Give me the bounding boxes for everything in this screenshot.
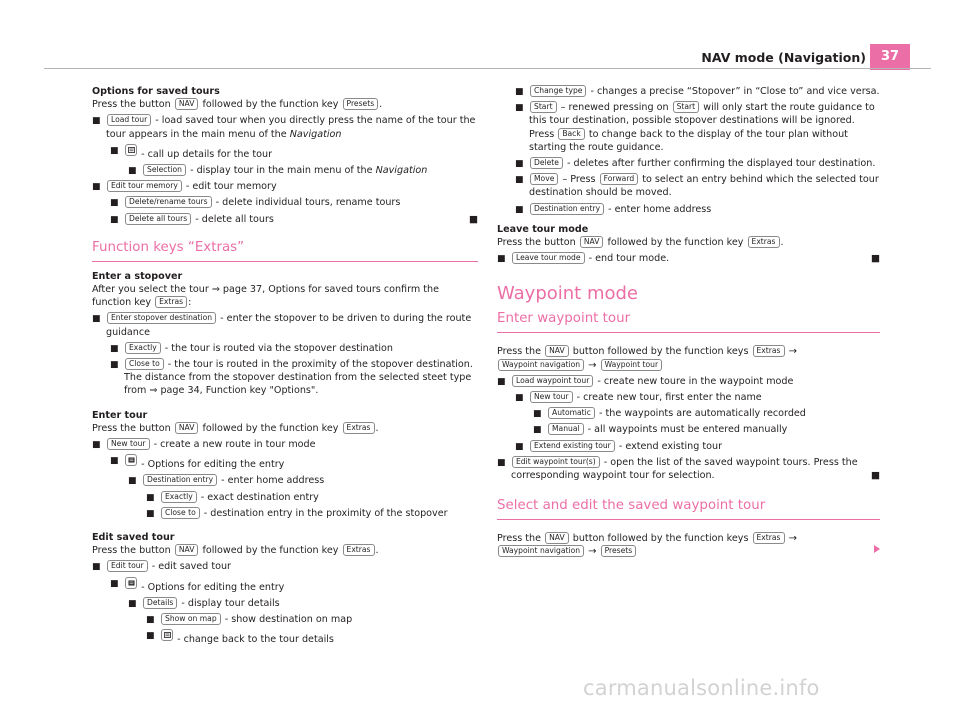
exactly-key: Exactly (125, 342, 161, 354)
details-key: Details (143, 597, 177, 609)
load-tour-key: Load tour (107, 114, 151, 126)
destination-entry-key: Destination entry (143, 474, 217, 486)
selection-key: Selection (143, 164, 186, 176)
list-item: ■ - change back to the tour details (146, 631, 334, 646)
waypoint-intro: Press the NAV button followed by the function keys Extras → Waypoint navigation → Waypoint tour (497, 346, 797, 371)
right-column (497, 85, 880, 559)
extras-key: Extras (343, 544, 375, 556)
enter-stopover-destination-key: Enter stopover destination (107, 312, 216, 324)
list-item: ■ Show on map - show destination on map (146, 614, 353, 626)
continue-arrow-icon (874, 543, 880, 556)
list-item: ■ Manual - all waypoints must be entered manually (533, 424, 788, 436)
list-item: ■ Start – renewed pressing on Start will only start the route guidance to this tour destination, possible stopover destinations will be ignored. Press Back to change back to the display of the tour plan without starting the route guidance. (515, 102, 875, 153)
destination-entry-key: Destination entry (530, 203, 604, 215)
show-on-map-key: Show on map (161, 613, 221, 625)
header-divider (44, 68, 931, 69)
waypoint-mode-heading: Waypoint mode (497, 283, 639, 305)
manual-key: Manual (548, 423, 584, 435)
options-intro: Press the button NAV followed by the function key Presets . (92, 99, 383, 111)
exactly-key: Exactly (161, 491, 197, 503)
arrow-right-icon: → (588, 546, 597, 558)
list-item: ■ Edit waypoint tour(s) - open the list of the saved waypoint tours. Press the corresponding waypoint tour for selection. ■ (497, 456, 880, 482)
list-item: ■ Destination entry - enter home address (515, 203, 712, 215)
start-key: Start (530, 101, 557, 113)
list-item: ■ Load waypoint tour - create new toure in the waypoint mode (497, 375, 794, 387)
list-item: ■ Edit tour memory - edit tour memory (92, 181, 277, 193)
list-item: ■ Exactly - exact destination entry (146, 491, 319, 503)
select-edit-waypoint-heading: Select and edit the saved waypoint tour (497, 498, 880, 520)
delete-all-tours-key: Delete all tours (125, 213, 191, 225)
automatic-key: Automatic (548, 407, 595, 419)
list-item: ■ Enter stopover destination - enter the stopover to be driven to during the route guidance (92, 313, 472, 338)
extend-existing-tour-key: Extend existing tour (530, 440, 615, 452)
nav-key: NAV (175, 98, 199, 110)
list-item: ■ Details - display tour details (128, 597, 280, 609)
edit-tour-key: Edit tour (107, 560, 148, 572)
leave-tour-mode-key: Leave tour mode (512, 252, 585, 264)
section-end-marker: ■ (870, 253, 880, 265)
edit-saved-tour-heading: Edit saved tour (92, 532, 175, 544)
list-item: ■ New tour - create new tour, first enter the name (515, 392, 762, 404)
nav-key: NAV (545, 345, 569, 357)
list-item: ■ Destination entry - enter home address (128, 475, 325, 487)
nav-key: NAV (175, 544, 199, 556)
extras-key: Extras (748, 236, 780, 248)
close-to-key: Close to (161, 507, 200, 519)
stopover-intro: After you select the tour ⇒ page 37, Options for saved tours confirm the function key Extras : (92, 284, 440, 309)
list-item: ■ Close to - destination entry in the proximity of the stopover (146, 507, 448, 519)
waypoint-navigation-key: Waypoint navigation (498, 545, 584, 557)
edit-waypoint-tours-key: Edit waypoint tour(s) (512, 456, 600, 468)
enter-tour-heading: Enter tour (92, 409, 148, 421)
list-item: ■ Change type - changes a precise “Stopover” in “Close to” and vice versa. (515, 86, 880, 97)
nav-key: NAV (175, 422, 199, 434)
enter-stopover-heading: Enter a stopover (92, 270, 183, 282)
load-waypoint-tour-key: Load waypoint tour (512, 375, 593, 387)
waypoint-tour-key: Waypoint tour (601, 359, 663, 371)
list-item: ■ Extend existing tour - extend existing tour (515, 440, 723, 452)
list-item: ■ New tour - create a new route in tour mode (92, 439, 316, 451)
options-icon (125, 454, 137, 466)
nav-key: NAV (545, 532, 569, 544)
list-item: ■ Selection - display tour in the main menu of the Navigation (128, 165, 428, 177)
leave-tour-intro: Press the button NAV followed by the function key Extras . (497, 237, 784, 249)
new-tour-key: New tour (107, 438, 150, 450)
extras-key: Extras (753, 345, 785, 357)
extras-key: Extras (753, 532, 785, 544)
list-item: ■ Edit tour - edit saved tour (92, 561, 231, 573)
move-key: Move (530, 173, 558, 185)
arrow-right-icon: → (788, 346, 797, 358)
extras-key: Extras (155, 296, 187, 308)
list-item: ■ Exactly - the tour is routed via the stopover destination (110, 342, 393, 354)
list-item: ■ - Options for editing the entry (110, 456, 285, 471)
delete-key: Delete (530, 157, 563, 169)
list-item: ■ Delete - deletes after further confirming the displayed tour destination. (515, 158, 876, 170)
presets-key: Presets (601, 545, 637, 557)
waypoint-navigation-key: Waypoint navigation (498, 359, 584, 371)
list-item: ■ - Options for editing the entry (110, 578, 285, 593)
arrow-right-icon: → (588, 359, 597, 371)
list-item: ■ - call up details for the tour (110, 145, 273, 160)
change-type-key: Change type (530, 85, 586, 97)
watermark: carmanualsonline.info (583, 676, 820, 700)
nav-key: NAV (580, 236, 604, 248)
left-column (92, 85, 478, 650)
details-icon (161, 629, 173, 641)
close-to-key: Close to (125, 358, 164, 370)
list-item: ■ Leave tour mode - end tour mode. ■ (497, 253, 880, 265)
list-item: ■ Automatic - the waypoints are automatically recorded (533, 408, 806, 420)
function-keys-extras-heading: Function keys “Extras” (92, 240, 478, 262)
enter-tour-intro: Press the button NAV followed by the function key Extras . (92, 422, 379, 434)
leave-tour-mode-heading: Leave tour mode (497, 223, 589, 235)
start-key: Start (673, 101, 700, 113)
presets-key: Presets (343, 98, 379, 110)
delete-rename-tours-key: Delete/rename tours (125, 196, 212, 208)
page-header-title: NAV mode (Navigation) (701, 50, 866, 65)
list-item: ■ Move – Press Forward to select an entry behind which the selected tour destination should be moved. (515, 174, 879, 199)
section-end-marker: ■ (468, 213, 478, 225)
edit-saved-intro: Press the button NAV followed by the function key Extras . (92, 545, 379, 557)
new-tour-key: New tour (530, 391, 573, 403)
page-number-badge: 37 (870, 44, 910, 70)
edit-tour-memory-key: Edit tour memory (107, 180, 182, 192)
back-key: Back (558, 128, 584, 140)
select-edit-intro: Press the NAV button followed by the function keys Extras → Waypoint navigation → Presets (497, 532, 880, 558)
forward-key: Forward (600, 173, 639, 185)
options-icon (125, 577, 137, 589)
list-item: ■ Close to - the tour is routed in the proximity of the stopover destination. The distance from the stopover destination from the selected steet type from ⇒ page 34, Function key "Options". (110, 359, 473, 397)
extras-key: Extras (343, 422, 375, 434)
details-icon (125, 144, 137, 156)
list-item: ■ Delete/rename tours - delete individual tours, rename tours (110, 197, 401, 209)
list-item: ■ Load tour - load saved tour when you directly press the name of the tour the tour appears in the main menu of the Navigation (92, 115, 476, 140)
section-end-marker: ■ (870, 470, 880, 482)
list-item: ■ Delete all tours - delete all tours ■ (110, 213, 478, 225)
arrow-right-icon: → (788, 533, 797, 545)
options-saved-tours-heading: Options for saved tours (92, 86, 220, 97)
enter-waypoint-tour-heading: Enter waypoint tour (497, 311, 880, 333)
